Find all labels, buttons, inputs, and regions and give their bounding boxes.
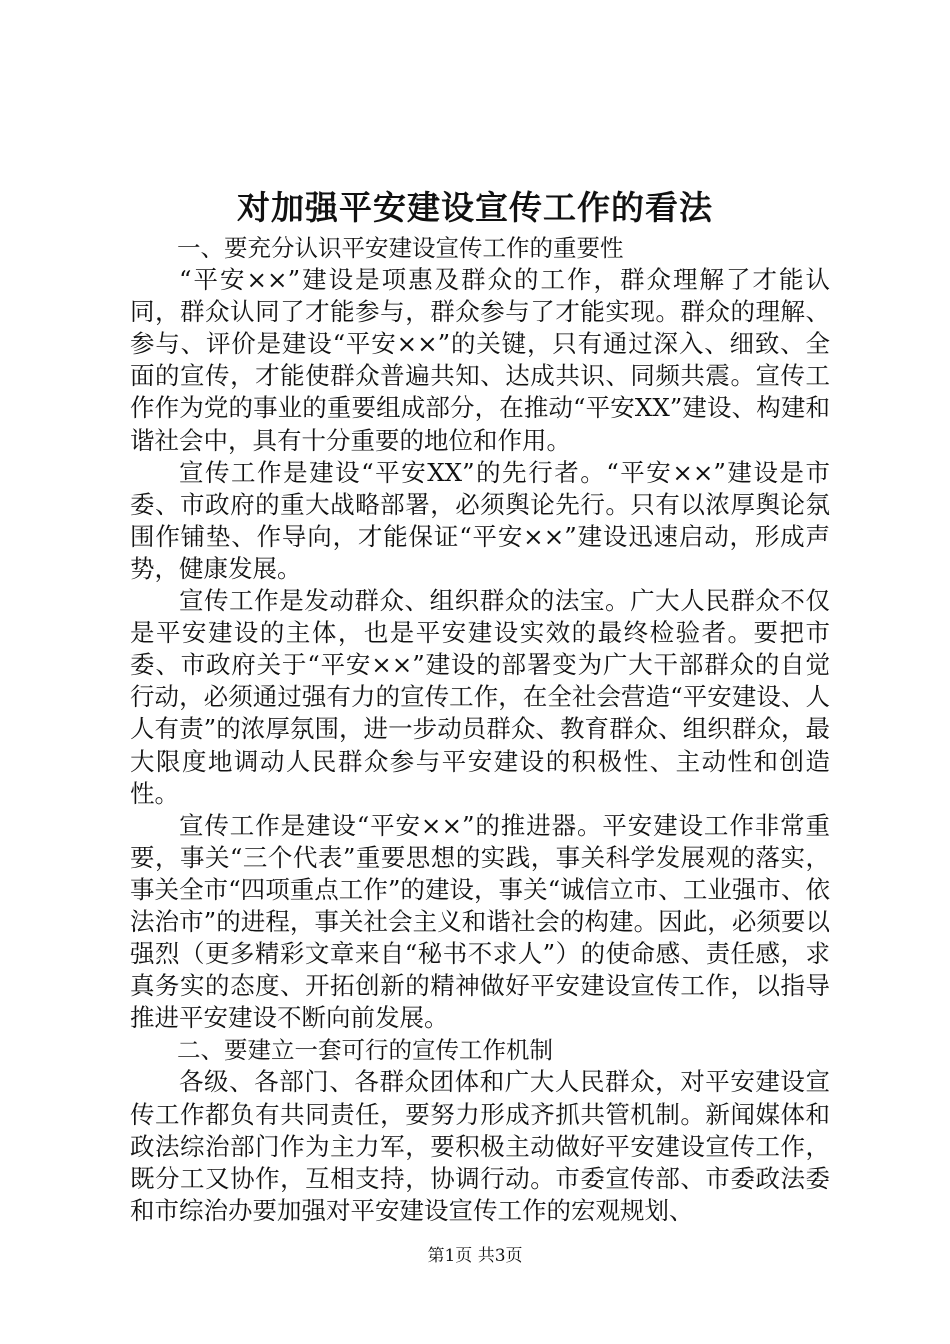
document-body [130, 232, 830, 1227]
paragraph-5: 各级、各部门、各群众团体和广大人民群众，对平安建设宣传工作都负有共同责任，要努力形成齐抓共管机制。新闻媒体和政法综治部门作为主力军，要积极主动做好平安建设宣传工作，既分工又协作，互相支持，协调行动。市委宣传部、市委政法委和市综治办要加强对平安建设宣传工作的宏观规划、 [130, 1067, 830, 1225]
section-heading-1: 一、要充分认识平安建设宣传工作的重要性 [177, 234, 624, 262]
section-heading-2: 二、要建立一套可行的宣传工作机制 [177, 1036, 553, 1065]
document-title: 对加强平安建设宣传工作的看法 [237, 188, 713, 227]
paragraph-3: 宣传工作是发动群众、组织群众的法宝。广大人民群众不仅是平安建设的主体，也是平安建设实效的最终检验者。要把市委、市政府关于“平安××”建设的部署变为广大干部群众的自觉行动，必须通过强有力的宣传工作，在全社会营造“平安建设、人人有责”的浓厚氛围，进一步动员群众、教育群众、组织群众，最大限度地调动人民群众参与平安建设的积极性、主动性和创造性。 [130, 586, 830, 808]
paragraph-2: 宣传工作是建设“平安XX”的先行者。“平安××”建设是市委、市政府的重大战略部署，必须舆论先行。只有以浓厚舆论氛围作铺垫、作导向，才能保证“平安××”建设迅速启动，形成声势，健康发展。 [130, 457, 830, 583]
page-footer: 第1页 共3页 [427, 1246, 523, 1266]
paragraph-1: “平安××”建设是项惠及群众的工作，群众理解了才能认同，群众认同了才能参与，群众参与了才能实现。群众的理解、参与、评价是建设“平安××”的关键，只有通过深入、细致、全面的宣传，才能使群众普遍共知、达成共识、同频共震。宣传工作作为党的事业的重要组成部分，在推动“平安XX”建设、构建和谐社会中，具有十分重要的地位和作用。 [130, 265, 830, 455]
paragraph-4: 宣传工作是建设“平安××”的推进器。平安建设工作非常重要，事关“三个代表”重要思想的实践，事关科学发展观的落实，事关全市“四项重点工作”的建设，事关“诚信立市、工业强市、依法治市”的进程，事关社会主义和谐社会的构建。因此，必须要以强烈（更多精彩文章来自“秘书不求人”）的使命感、责任感，求真务实的态度、开拓创新的精神做好平安建设宣传工作，以指导推进平安建设不断向前发展。 [130, 810, 830, 1033]
